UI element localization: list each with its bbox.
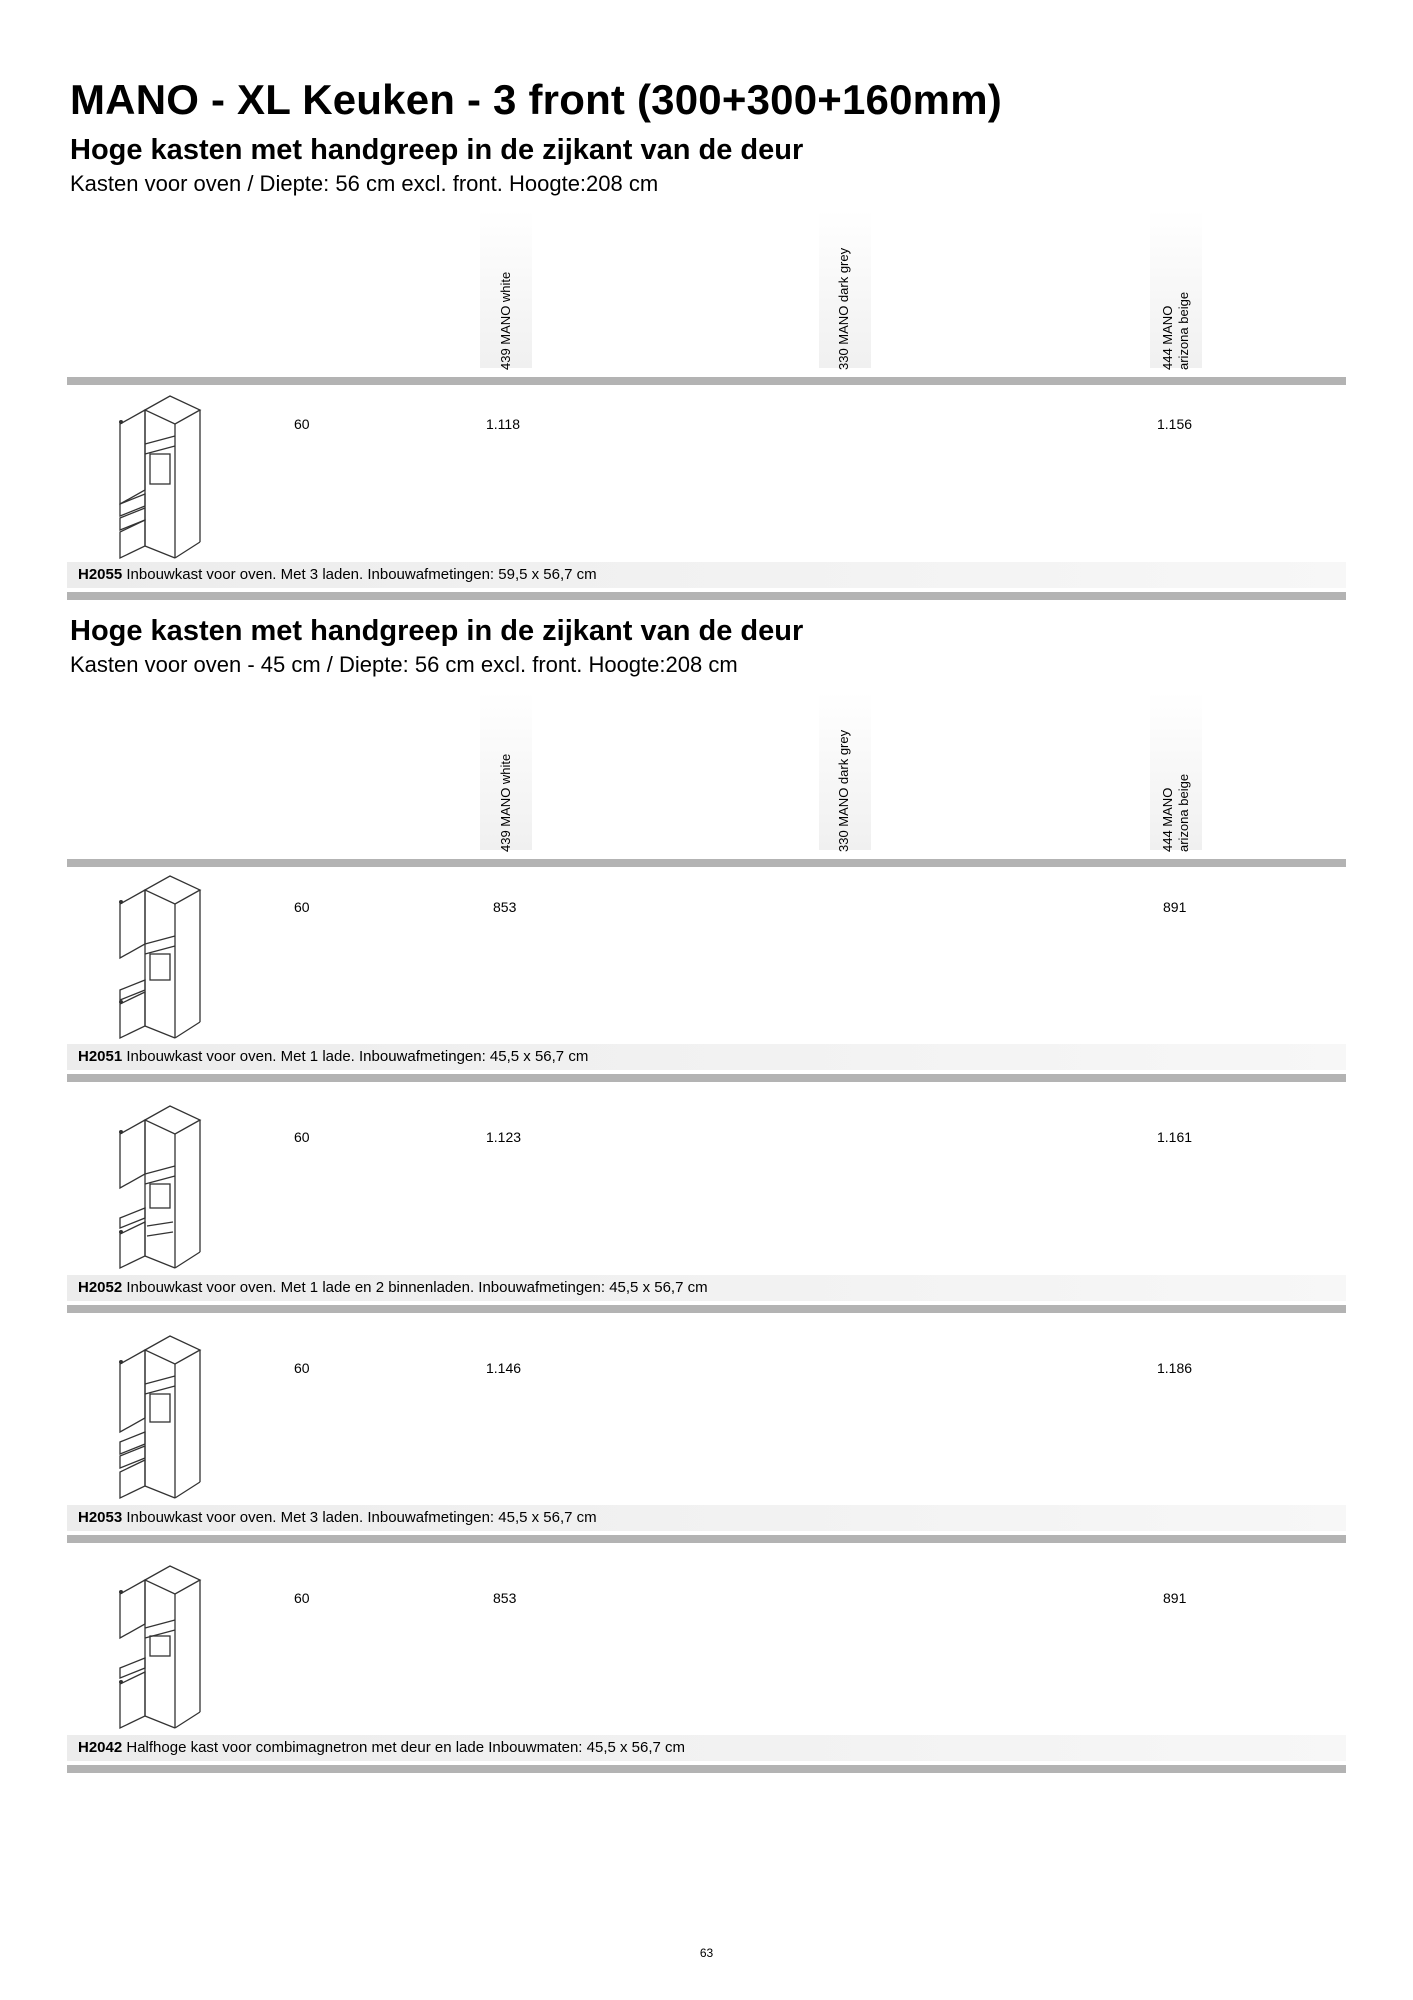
- section-1-subheading: Kasten voor oven / Diepte: 56 cm excl. front. Hoogte:208 cm: [70, 171, 659, 196]
- page-title: MANO - XL Keuken - 3 front (300+300+160mm): [70, 76, 1002, 123]
- price-white: 1.146: [486, 1360, 522, 1376]
- section-2-heading: Hoge kasten met handgreep in de zijkant van de deur: [70, 615, 804, 647]
- column-header-arizona-beige: 444 MANO arizona beige: [1160, 773, 1191, 852]
- column-header-dark-grey: 330 MANO dark grey: [836, 247, 851, 370]
- product-width: 60: [294, 1590, 310, 1606]
- product-code: H2055: [78, 566, 123, 583]
- oven-cabinet-1-drawer-icon: [100, 872, 210, 1044]
- product-description: Inbouwkast voor oven. Met 1 lade en 2 binnenladen. Inbouwafmetingen: 45,5 x 56,7 cm: [126, 1279, 708, 1296]
- product-width: 60: [294, 416, 310, 432]
- product-description: Halfhoge kast voor combimagnetron met deur en lade Inbouwmaten: 45,5 x 56,7 cm: [126, 1739, 686, 1756]
- row-rule: [67, 1535, 1346, 1543]
- page-number: 63: [699, 1946, 714, 1960]
- price-white: 1.123: [486, 1129, 522, 1145]
- price-arizona-beige: 891: [1163, 899, 1187, 915]
- product-description: Inbouwkast voor oven. Met 3 laden. Inbouwafmetingen: 45,5 x 56,7 cm: [126, 1509, 597, 1526]
- product-code: H2042: [78, 1739, 123, 1756]
- column-header-white: 439 MANO white: [498, 271, 513, 370]
- table-header-rule: [67, 859, 1346, 867]
- price-arizona-beige: 891: [1163, 1590, 1187, 1606]
- oven-cabinet-3-drawers-icon: [100, 392, 210, 564]
- price-arizona-beige: 1.186: [1157, 1360, 1193, 1376]
- product-description-bar: [67, 1505, 1346, 1531]
- section-1-heading: Hoge kasten met handgreep in de zijkant van de deur: [70, 134, 804, 166]
- product-width: 60: [294, 1360, 310, 1376]
- product-code: H2051: [78, 1048, 123, 1065]
- column-header-white: 439 MANO white: [498, 753, 513, 852]
- price-arizona-beige: 1.156: [1157, 416, 1193, 432]
- product-code: H2052: [78, 1279, 123, 1296]
- product-width: 60: [294, 1129, 310, 1145]
- product-width: 60: [294, 899, 310, 915]
- price-white: 853: [493, 899, 517, 915]
- row-rule: [67, 1305, 1346, 1313]
- product-description-bar: [67, 1735, 1346, 1761]
- product-code: H2053: [78, 1509, 123, 1526]
- price-arizona-beige: 1.161: [1157, 1129, 1193, 1145]
- section-2-subheading: Kasten voor oven - 45 cm / Diepte: 56 cm excl. front. Hoogte:208 cm: [70, 652, 738, 677]
- table-header-rule: [67, 377, 1346, 385]
- row-rule: [67, 1074, 1346, 1082]
- price-white: 853: [493, 1590, 517, 1606]
- price-white: 1.118: [486, 416, 520, 432]
- row-rule: [67, 592, 1346, 600]
- column-header-dark-grey: 330 MANO dark grey: [836, 729, 851, 852]
- product-description: Inbouwkast voor oven. Met 3 laden. Inbouwafmetingen: 59,5 x 56,7 cm: [126, 566, 597, 583]
- row-rule: [67, 1765, 1346, 1773]
- product-description-bar: [67, 562, 1346, 588]
- product-description-bar: [67, 1044, 1346, 1070]
- product-description: Inbouwkast voor oven. Met 1 lade. Inbouwafmetingen: 45,5 x 56,7 cm: [126, 1048, 589, 1065]
- oven-cabinet-3-drawers-icon: [100, 1332, 210, 1504]
- oven-cabinet-inner-drawers-icon: [100, 1102, 210, 1274]
- microwave-cabinet-icon: [100, 1562, 210, 1734]
- product-description-bar: [67, 1275, 1346, 1301]
- column-header-arizona-beige: 444 MANO arizona beige: [1160, 291, 1191, 370]
